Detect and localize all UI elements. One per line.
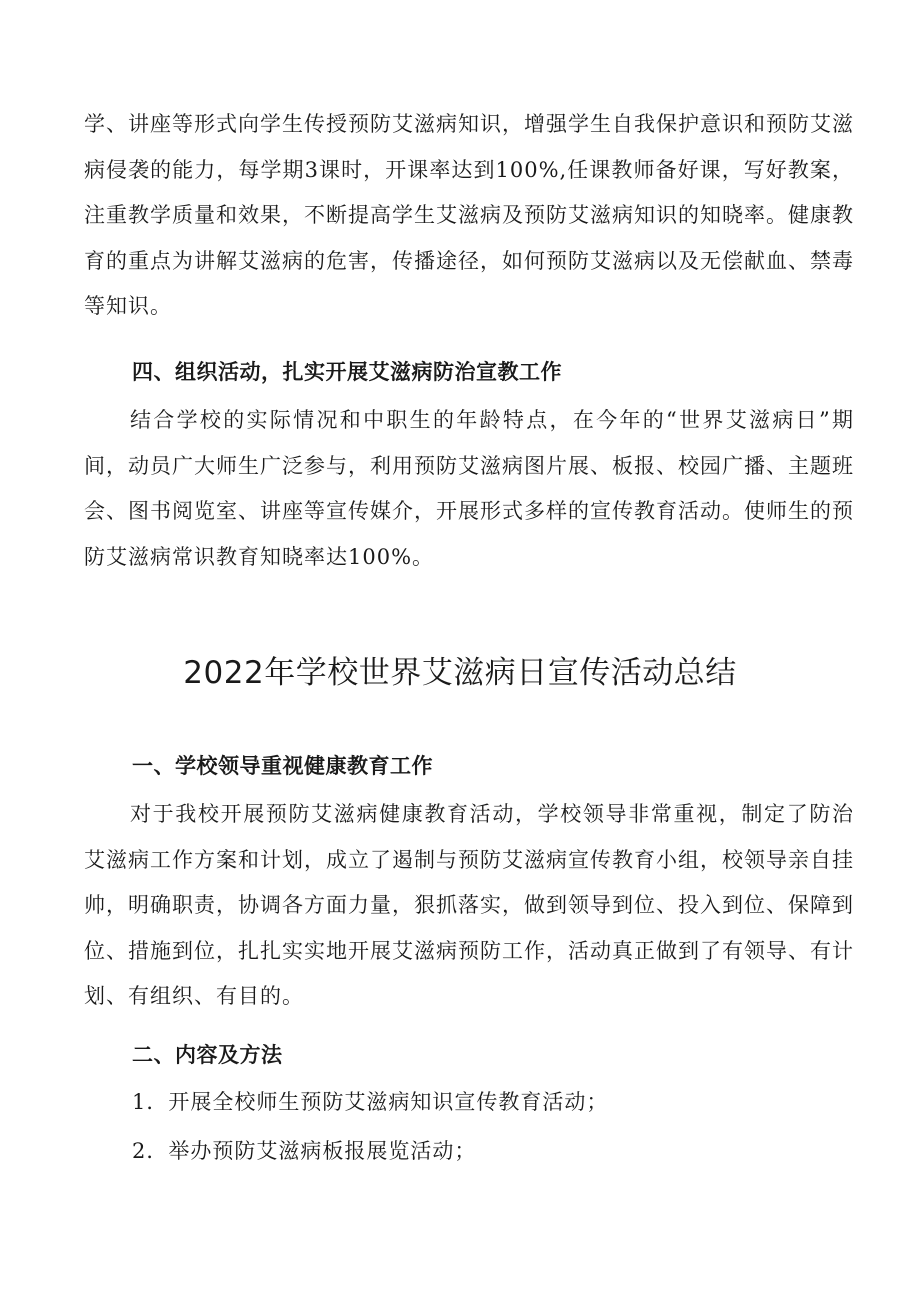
section-two-heading: 二、内容及方法	[132, 1043, 283, 1067]
section-one-paragraph: 对于我校开展预防艾滋病健康教育活动，学校领导非常重视，制定了防治艾滋病工作方案和计划，成立了遏制与预防艾滋病宣传教育小组，校领导亲自挂帅，明确职责，协调各方面力量，狠抓落实，做到领导到位、投入到位、保障到位、措施到位，扎扎实实地开展艾滋病预防工作，活动真正做到了有领导、有计划、有组织、有目的。	[84, 802, 854, 1008]
section-four-paragraph: 结合学校的实际情况和中职生的年龄特点，在今年的“世界艾滋病日”期间，动员广大师生广泛参与，利用预防艾滋病图片展、板报、校园广播、主题班会、图书阅览室、讲座等宣传媒介，开展形式多样的宣传教育活动。使师生的预防艾滋病常识教育知晓率达100%。	[84, 408, 854, 569]
section-one-heading: 一、学校领导重视健康教育工作	[132, 754, 433, 778]
continued-paragraph: 学、讲座等形式向学生传授预防艾滋病知识，增强学生自我保护意识和预防艾滋病侵袭的能力，每学期3课时，开课率达到100%,任课教师备好课，写好教案，注重教学质量和效果，不断提高学生艾滋病及预防艾滋病知识的知晓率。健康教育的重点为讲解艾滋病的危害，传播途径，如何预防艾滋病以及无偿献血、禁毒等知识。	[84, 112, 854, 318]
list-item: 1．开展全校师生预防艾滋病知识宣传教育活动；	[132, 1090, 609, 1114]
section-four-heading: 四、组织活动，扎实开展艾滋病防治宣教工作	[132, 360, 562, 384]
document-title: 2022年学校世界艾滋病日宣传活动总结	[183, 655, 737, 691]
list-item: 2．举办预防艾滋病板报展览活动；	[132, 1139, 477, 1163]
